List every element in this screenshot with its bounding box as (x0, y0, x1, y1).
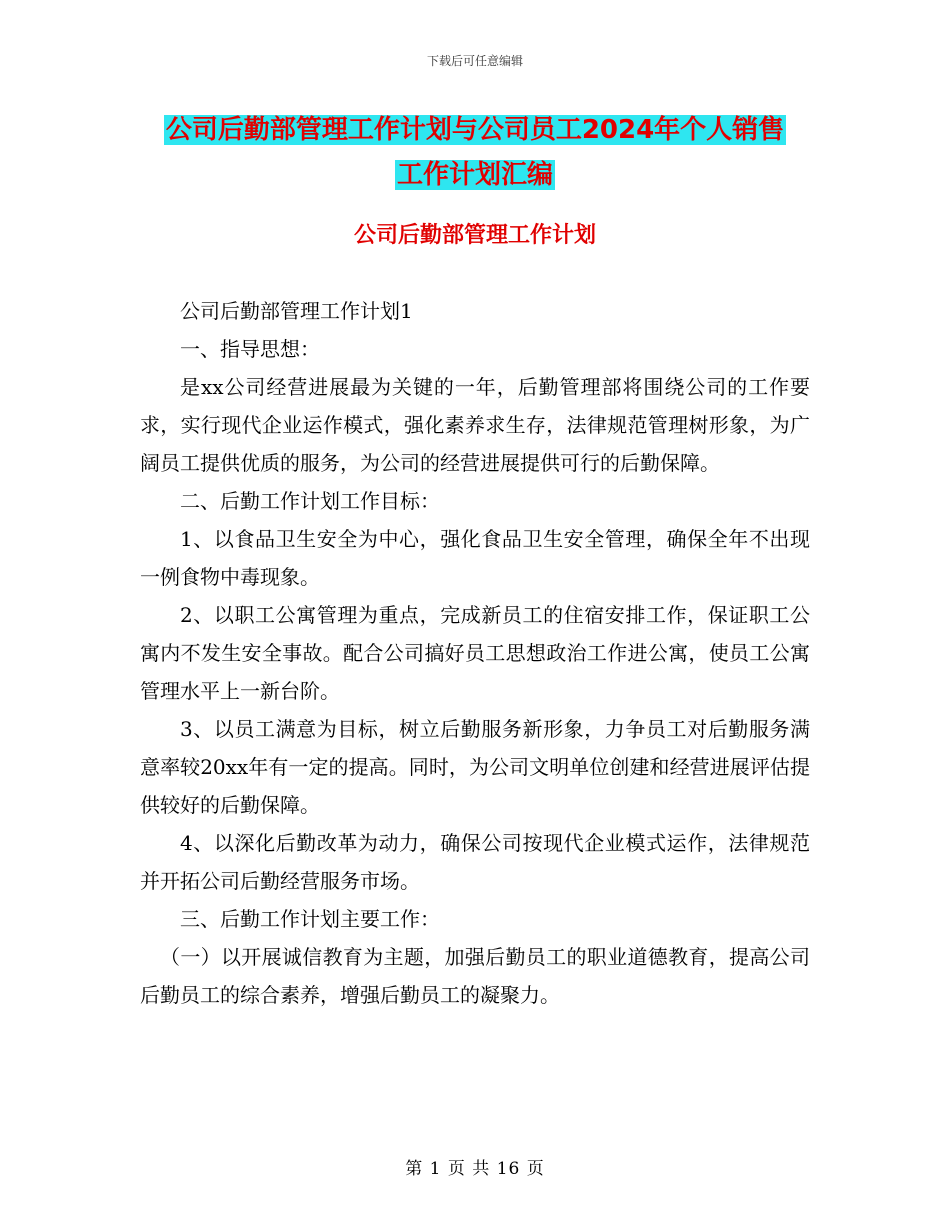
paragraph-heading-2: 二、后勤工作计划工作目标： (180, 489, 440, 513)
paragraph: 2、以职工公寓管理为重点，完成新员工的住宿安排工作，保证职工公寓内不发生安全事故。配合公司搞好员工思想政治工作进公寓，使员工公寓管理水平上一新台阶。 (140, 603, 810, 703)
paragraph: （一）以开展诚信教育为主题，加强后勤员工的职业道德教育，提高公司后勤员工的综合素养，增强后勤员工的凝聚力。 (140, 945, 810, 1007)
paragraph: 3、以员工满意为目标，树立后勤服务新形象，力争员工对后勤服务满意率较20xx年有一定的提高。同时，为公司文明单位创建和经营进展评估提供较好的后勤保障。 (140, 717, 810, 817)
document-title-line2: 工作计划汇编 (396, 160, 553, 190)
paragraph-heading-3: 三、后勤工作计划主要工作： (180, 907, 440, 931)
paragraph: 1、以食品卫生安全为中心，强化食品卫生安全管理，确保全年不出现一例食物中毒现象。 (140, 527, 810, 589)
section-title: 公司后勤部管理工作计划 (353, 223, 596, 248)
page-header-note: 下载后可任意编辑 (426, 54, 523, 68)
document-title-line1: 公司后勤部管理工作计划与公司员工2024年个人销售 (165, 115, 785, 145)
page-number-footer: 第 1 页 共 16 页 (405, 1159, 545, 1179)
paragraph: 4、以深化后勤改革为动力，确保公司按现代企业模式运作，法律规范并开拓公司后勤经营服务市场。 (140, 831, 810, 893)
document-body (140, 292, 810, 1014)
document-title (140, 108, 810, 198)
paragraph-subtitle: 公司后勤部管理工作计划1 (180, 299, 413, 323)
paragraph-heading-1: 一、指导思想： (180, 337, 320, 361)
paragraph: 是xx公司经营进展最为关键的一年，后勤管理部将围绕公司的工作要求，实行现代企业运作模式，强化素养求生存，法律规范管理树形象，为广阔员工提供优质的服务，为公司的经营进展提供可行的后勤保障。 (140, 375, 810, 475)
